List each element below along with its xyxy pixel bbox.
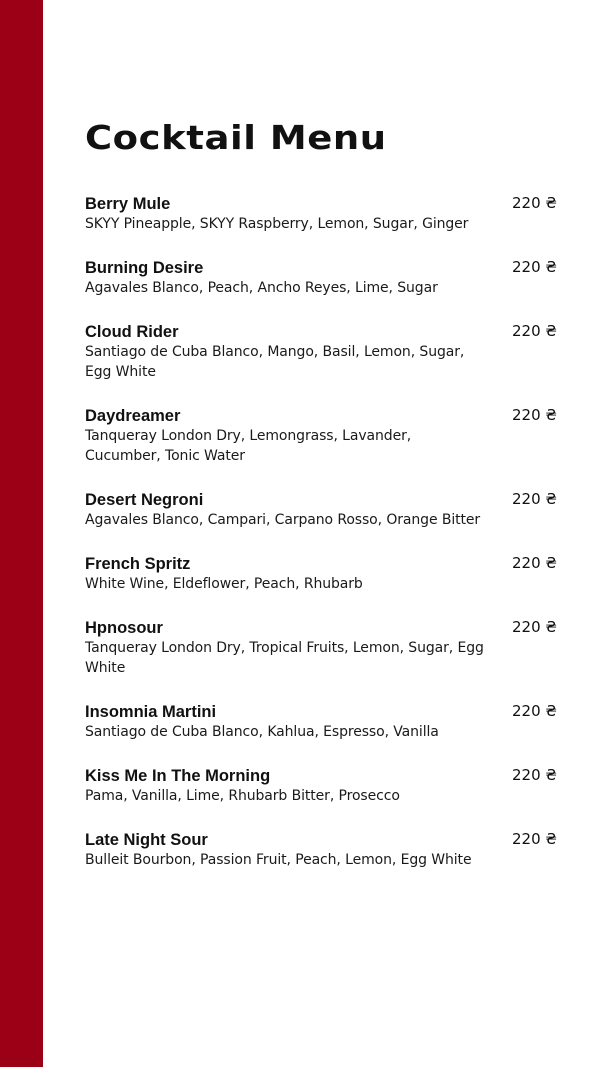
menu-item <box>85 702 565 742</box>
item-price: 220 ₴ <box>511 490 557 508</box>
item-price: 220 ₴ <box>511 322 557 340</box>
accent-side-bar <box>0 0 43 1067</box>
item-name: Late Night Sour <box>85 831 208 849</box>
item-price: 220 ₴ <box>511 702 557 720</box>
menu-item <box>85 406 565 466</box>
item-price: 220 ₴ <box>511 618 557 636</box>
item-description: White Wine, Eldeflower, Peach, Rhubarb <box>85 576 363 592</box>
menu-item <box>85 766 565 806</box>
menu-item <box>85 830 565 870</box>
item-name: Burning Desire <box>85 259 204 277</box>
item-name: Kiss Me In The Morning <box>85 767 271 785</box>
menu-item <box>85 258 565 298</box>
page-title: Cocktail Menu <box>85 118 387 157</box>
item-name: Insomnia Martini <box>85 703 217 721</box>
item-name: Desert Negroni <box>85 491 204 509</box>
item-description: Santiago de Cuba Blanco, Kahlua, Espresso, Vanilla <box>85 724 439 740</box>
menu-item <box>85 322 565 382</box>
item-name: Cloud Rider <box>85 323 179 341</box>
item-description: SKYY Pineapple, SKYY Raspberry, Lemon, Sugar, Ginger <box>85 216 469 232</box>
menu-item <box>85 490 565 530</box>
menu-item <box>85 618 565 678</box>
item-description: Agavales Blanco, Peach, Ancho Reyes, Lime, Sugar <box>85 280 438 296</box>
item-price: 220 ₴ <box>511 766 557 784</box>
item-description: Santiago de Cuba Blanco, Mango, Basil, Lemon, Sugar, Egg White <box>85 344 465 380</box>
item-description: Tanqueray London Dry, Lemongrass, Lavander, Cucumber, Tonic Water <box>85 428 412 464</box>
item-price: 220 ₴ <box>511 554 557 572</box>
item-description: Tanqueray London Dry, Tropical Fruits, Lemon, Sugar, Egg White <box>85 640 484 676</box>
cocktail-menu <box>85 118 565 894</box>
item-description: Pama, Vanilla, Lime, Rhubarb Bitter, Prosecco <box>85 788 400 804</box>
item-name: Berry Mule <box>85 195 171 213</box>
item-name: Daydreamer <box>85 407 181 425</box>
item-price: 220 ₴ <box>511 258 557 276</box>
item-description: Agavales Blanco, Campari, Carpano Rosso, Orange Bitter <box>85 512 481 528</box>
item-price: 220 ₴ <box>511 406 557 424</box>
item-price: 220 ₴ <box>511 830 557 848</box>
item-description: Bulleit Bourbon, Passion Fruit, Peach, Lemon, Egg White <box>85 852 472 868</box>
menu-item <box>85 194 565 234</box>
item-name: Hpnosour <box>85 619 163 637</box>
menu-item <box>85 554 565 594</box>
item-name: French Spritz <box>85 555 191 573</box>
item-price: 220 ₴ <box>511 194 557 212</box>
